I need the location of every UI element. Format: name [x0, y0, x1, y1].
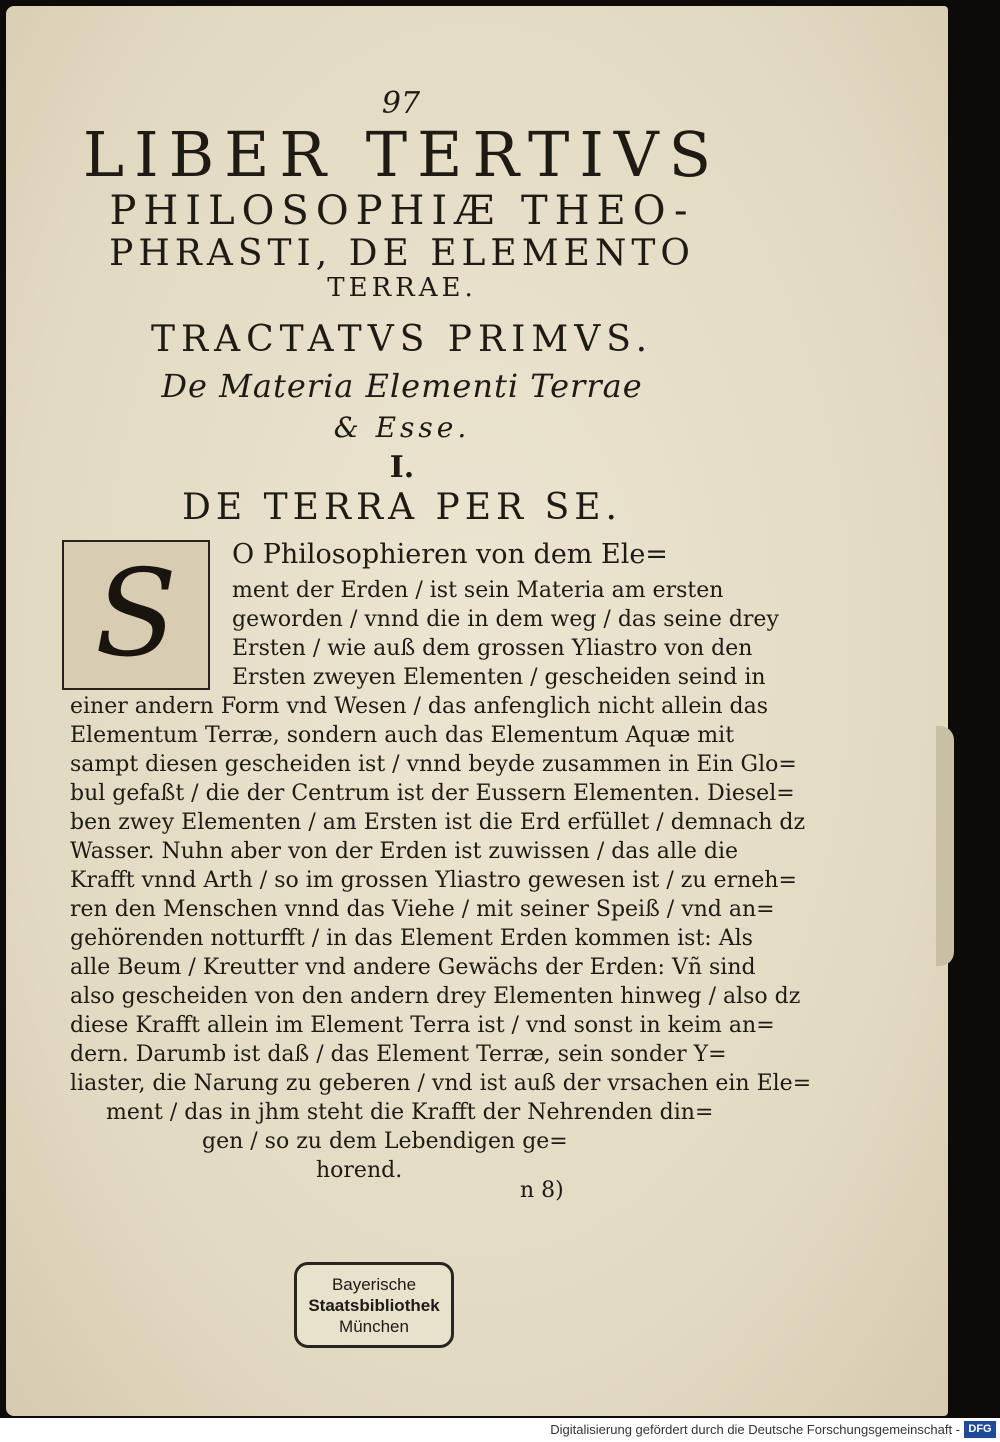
- decorated-initial: [62, 540, 210, 690]
- body-line: einer andern Form vnd Wesen / das anfenglich nicht allein das: [70, 694, 769, 719]
- page-edge: [936, 726, 954, 966]
- body-line: ment der Erden / ist sein Materia am ersten: [232, 578, 724, 603]
- title-line-2: PHILOSOPHIÆ THEO-: [109, 188, 695, 234]
- tractatus-heading: TRACTATVS PRIMVS.: [150, 319, 654, 360]
- stamp-line-1: Bayerische: [331, 1274, 417, 1294]
- stamp-line-2: Staatsbibliothek: [308, 1295, 440, 1315]
- body-line: Elementum Terræ, sondern auch das Elementum Aquæ mit: [70, 723, 735, 748]
- body-line: alle Beum / Kreutter vnd andere Gewächs der Erden: Vñ sind: [70, 955, 756, 980]
- chapter-title: DE TERRA PER SE.: [182, 487, 622, 528]
- catchword: n 8): [520, 1178, 564, 1203]
- tractatus-subtitle-2: & Esse.: [333, 411, 471, 444]
- body-line: gen / so zu dem Lebendigen ge=: [202, 1129, 568, 1154]
- stamp-line-3: München: [339, 1316, 409, 1336]
- body-line: bul gefaßt / die der Centrum ist der Eussern Elementen. Diesel=: [70, 781, 795, 806]
- body-line: O Philosophieren von dem Ele=: [232, 539, 668, 570]
- body-line: Ersten zweyen Elementen / gescheiden seind in: [232, 665, 766, 690]
- body-line: Ersten / wie auß dem grossen Yliastro von den: [232, 636, 753, 661]
- body-line: liaster, die Narung zu geberen / vnd ist auß der vrsachen ein Ele=: [70, 1071, 812, 1096]
- title-line-4: TERRAE.: [327, 273, 477, 303]
- body-line: Wasser. Nuhn aber von der Erden ist zuwissen / das alle die: [70, 839, 739, 864]
- body-line: ment / das in jhm steht die Krafft der Nehrenden din=: [106, 1100, 714, 1125]
- chapter-number: I.: [389, 450, 415, 485]
- library-stamp: [294, 1262, 454, 1348]
- footer-bar: [0, 1418, 1000, 1442]
- body-line: Krafft vnnd Arth / so im grossen Yliastro gewesen ist / zu erneh=: [70, 868, 797, 893]
- title-line-1: LIBER TERTIVS: [82, 118, 722, 191]
- initial-letter: S: [94, 545, 178, 684]
- tractatus-subtitle-1: De Materia Elementi Terrae: [161, 367, 643, 405]
- body-line: ben zwey Elementen / am Ersten ist die Erd erfüllet / demnach dz: [70, 810, 806, 835]
- body-line: horend.: [316, 1158, 403, 1183]
- dfg-logo-icon: DFG: [964, 1421, 996, 1438]
- body-line: also gescheiden von den andern drey Elementen hinweg / also dz: [70, 984, 801, 1009]
- funding-credit: Digitalisierung gefördert durch die Deutsche Forschungsgemeinschaft -: [550, 1422, 960, 1437]
- body-line: dern. Darumb ist daß / das Element Terræ, sein sonder Y=: [70, 1042, 727, 1067]
- body-line: gehörenden notturfft / in das Element Erden kommen ist: Als: [70, 926, 753, 951]
- body-line: sampt diesen gescheiden ist / vnnd beyde zusammen in Ein Glo=: [70, 752, 797, 777]
- body-line: diese Krafft allein im Element Terra ist / vnd sonst in keim an=: [70, 1013, 775, 1038]
- body-line: ren den Menschen vnnd das Viehe / mit seiner Speiß / vnd an=: [70, 897, 775, 922]
- title-line-3: PHRASTI, DE ELEMENTO: [109, 233, 695, 274]
- body-line: geworden / vnnd die in dem weg / das seine drey: [232, 607, 779, 632]
- page-number: 97: [381, 86, 421, 121]
